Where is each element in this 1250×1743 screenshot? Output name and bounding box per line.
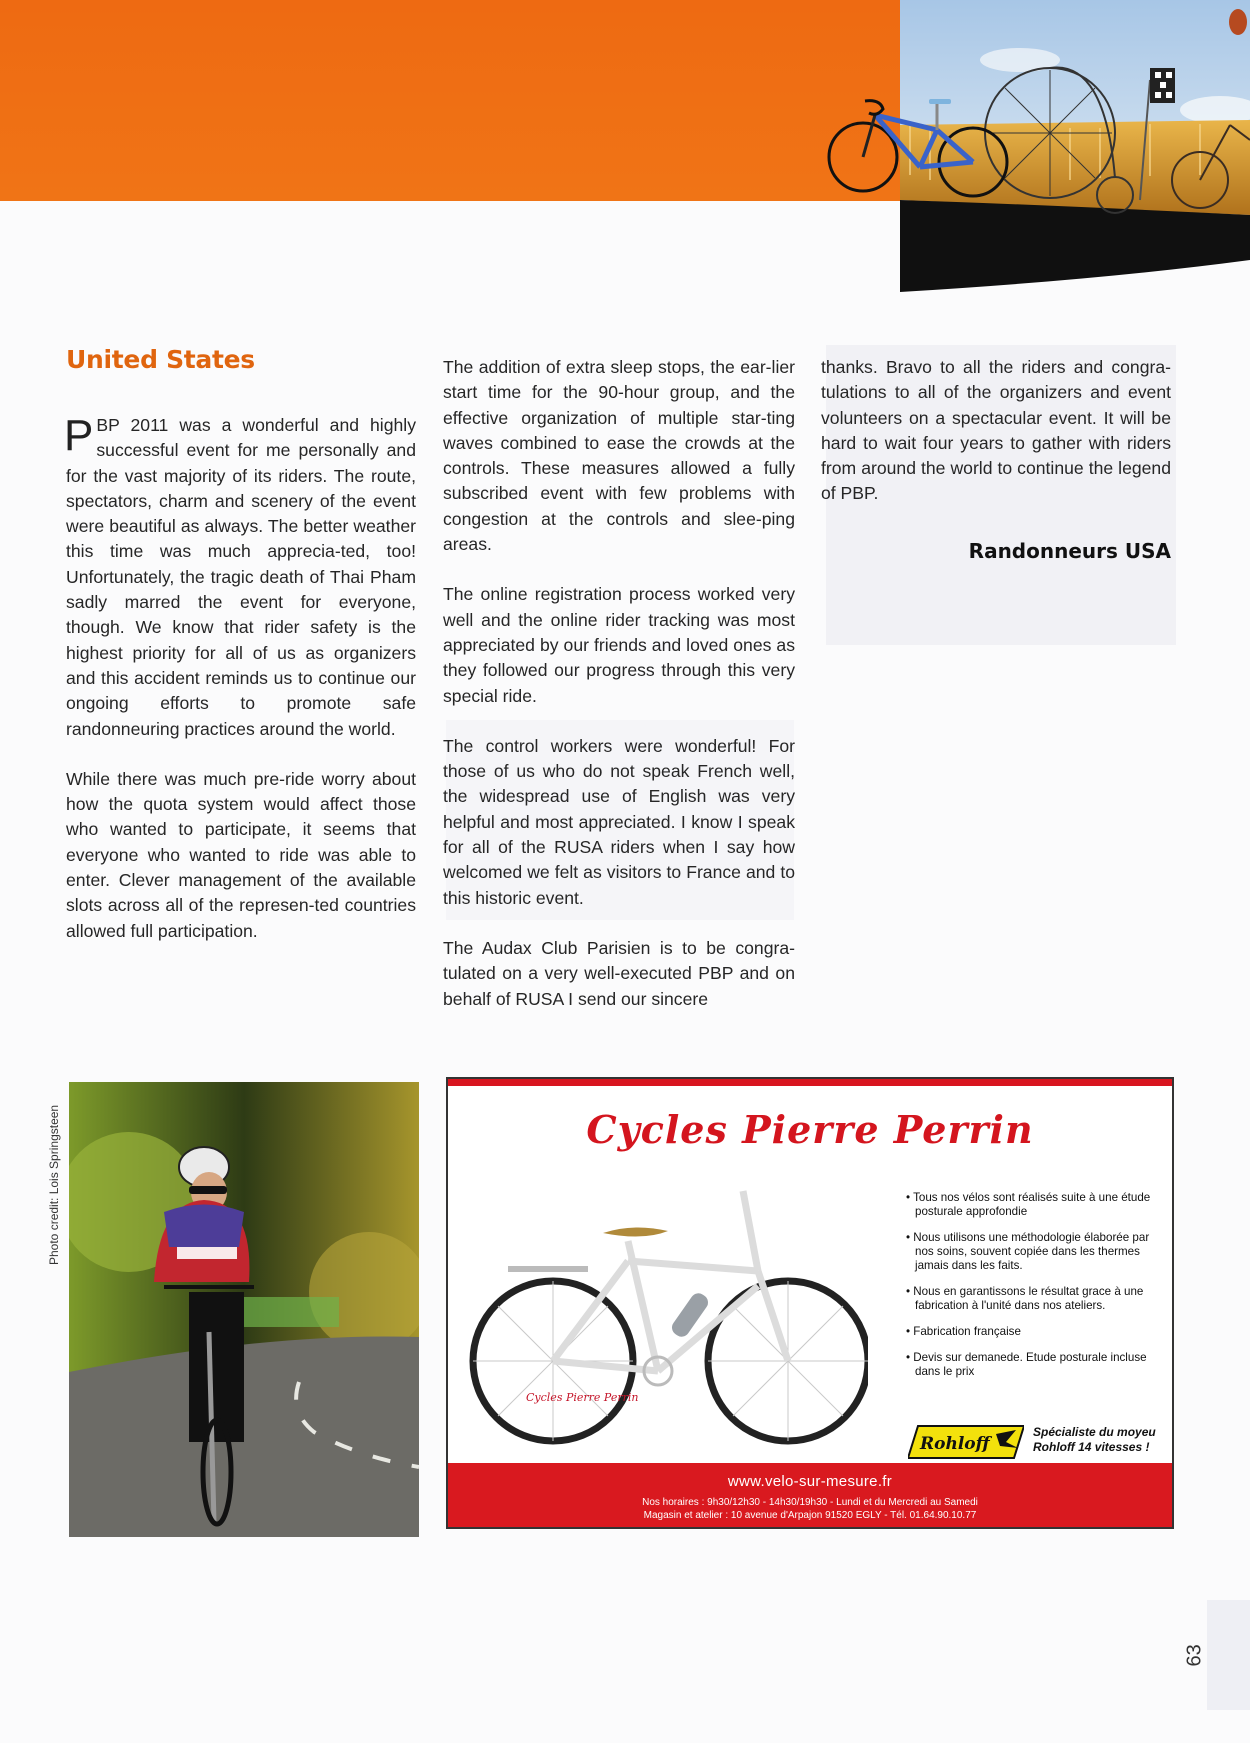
article-column-1 <box>66 345 416 969</box>
ad-feature-item: • Devis sur demanede. Etude posturale incluse dans le prix <box>906 1351 1166 1379</box>
rohloff-tagline-line: Rohloff 14 vitesses ! <box>1033 1440 1150 1454</box>
article-paragraph: The addition of extra sleep stops, the ear-lier start time for the 90-hour group, and the effective organization of multiple star-ting waves combined to ease the crowds at the controls. These measures allowed a fully subscribed event with few problems with congestion at the controls and slee-ping areas. <box>443 357 795 555</box>
ad-feature-item: • Fabrication française <box>906 1325 1166 1339</box>
rohloff-tagline-line: Spécialiste du moyeu <box>1033 1425 1156 1439</box>
header-orange-band <box>0 0 900 201</box>
article-paragraph: thanks. Bravo to all the riders and congra-tulations to all of the organizers and event volunteers on a spectacular event. It will be hard to wait four years to gather with riders from around the world to continue the legend of PBP. <box>821 357 1171 504</box>
ad-address: Magasin et atelier : 10 avenue d'Arpajon 91520 EGLY - Tél. 01.64.90.10.77 <box>643 1510 977 1521</box>
cyclist-photo <box>69 1082 419 1537</box>
article-column-3 <box>821 355 1171 564</box>
ad-feature-item: • Nous utilisons une méthodologie élaborée par nos soins, souvent copiée dans les thermes jamais dans les faits. <box>906 1231 1166 1273</box>
ad-website-link[interactable]: www.velo-sur-mesure.fr <box>727 1473 893 1490</box>
photo-credit-text: Photo credit: Lois Springsteen <box>47 1104 61 1265</box>
drop-cap: P <box>64 411 94 460</box>
ad-bicycle-image <box>468 1171 868 1461</box>
svg-text:Rohloff: Rohloff <box>920 1434 990 1454</box>
article-column-2 <box>443 355 795 1037</box>
butterfly-icon <box>1229 9 1247 35</box>
article-paragraph: The control workers were wonderful! For those of us who do not speak French well, the widespread use of English was very helpful and most appreciated. I know I speak for all of the RUSA riders when I say how welcomed we felt as visitors to France and to this historic event. <box>443 735 795 908</box>
rohloff-logo <box>908 1424 1024 1460</box>
ad-feature-item: • Tous nos vélos sont réalisés suite à une étude posturale approfondie <box>906 1191 1166 1219</box>
section-title: United States <box>66 345 255 374</box>
article-paragraph: While there was much pre-ride worry about how the quota system would affect those who wanted to participate, it seems that everyone who wanted to ride was able to enter. Clever management of the available slots across all of the represen-ted countries allowed full participation. <box>66 768 416 941</box>
road-bike-illustration <box>825 95 1020 205</box>
page-number-text: 63 <box>1183 1644 1206 1667</box>
article-signature: Randonneurs USA <box>968 538 1171 563</box>
ad-brand-logo: Cycles Pierre Perrin <box>586 1107 1034 1152</box>
ad-top-bar <box>448 1079 1172 1086</box>
bike-decal: Cycles Pierre Perrin <box>526 1391 639 1404</box>
photo-credit <box>47 1085 67 1265</box>
rohloff-tagline <box>1033 1425 1156 1455</box>
ad-footer <box>448 1463 1172 1527</box>
advertisement-cycles-pierre-perrin[interactable] <box>446 1077 1174 1529</box>
page-corner-tab <box>1207 1600 1250 1710</box>
paragraph-text: BP 2011 was a wonderful and highly successful event for me personally and for the vast majority of its riders. The route, spectators, charm and scenery of the event were beautiful as always. The better weather this time was much apprecia-ted, too! Unfortunately, the tragic death of Thai Pham sadly marred the event for everyone, though. We know that rider safety is the highest priority for all of us as organizers and this accident reminds us to continue our ongoing efforts to promote safe randonneuring practices around the world. <box>66 415 416 739</box>
article-paragraph: The Audax Club Parisien is to be congra-tulated on a very well-executed PBP and on behalf of RUSA I send our sincere <box>443 937 795 1009</box>
page-number <box>1180 1640 1210 1670</box>
ad-feature-item: • Nous en garantissons le résultat grace à une fabrication à l'unité dans nos ateliers. <box>906 1285 1166 1313</box>
ad-opening-hours: Nos horaires : 9h30/12h30 - 14h30/19h30 - Lundi et du Mercredi au Samedi <box>642 1497 978 1508</box>
ad-feature-list <box>906 1191 1166 1391</box>
article-paragraph: The online registration process worked very well and the online rider tracking was most appreciated by our friends and loved ones as they followed our progress through this very special ride. <box>443 584 795 706</box>
article-paragraph <box>66 413 416 742</box>
